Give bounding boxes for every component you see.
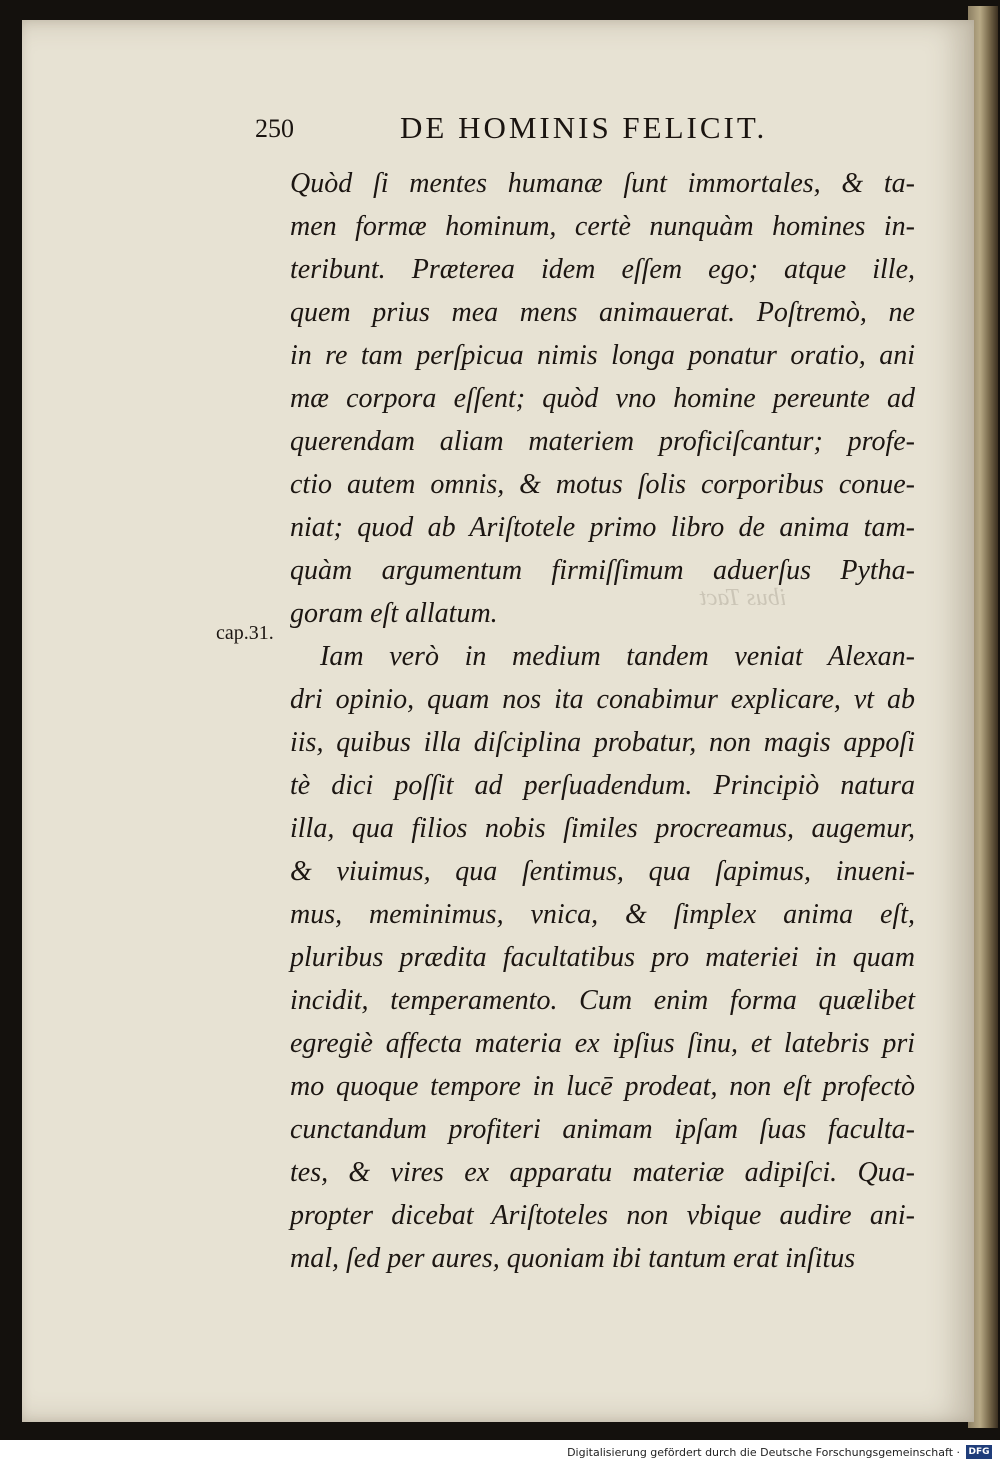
footer-bar <box>0 1440 1000 1465</box>
dfg-logo: DFG <box>966 1445 992 1459</box>
text-line: quem prius mea mens animauerat. Poſtremò, ne <box>290 297 915 328</box>
text-line: propter dicebat Ariſtoteles non vbique audire ani- <box>290 1200 915 1231</box>
margin-note: cap.31. <box>216 622 274 644</box>
text-line: tè dici poſſit ad perſuadendum. Principiò natura <box>290 770 915 801</box>
text-line: ctio autem omnis, & motus ſolis corporibus conue- <box>290 469 915 500</box>
text-line: Quòd ſi mentes humanæ ſunt immortales, & ta- <box>290 168 915 199</box>
text-line: in re tam perſpicua nimis longa ponatur oratio, ani <box>290 340 915 371</box>
text-line: men formæ hominum, certè nunquàm homines in- <box>290 211 915 242</box>
text-line: teribunt. Præterea idem eſſem ego; atque ille, <box>290 254 915 285</box>
page-number: 250 <box>255 114 294 143</box>
text-line: mæ corpora eſſent; quòd vno homine pereunte ad <box>290 383 915 414</box>
text-line: & viuimus, qua ſentimus, qua ſapimus, inueni- <box>290 856 915 887</box>
body-text <box>290 162 915 1280</box>
text-line: illa, qua filios nobis ſimiles procreamus, augemur, <box>290 813 915 844</box>
text-line: mal, ſed per aures, quoniam ibi tantum erat inſitus <box>290 1243 856 1274</box>
text-line: querendam aliam materiem proficiſcantur; profe- <box>290 426 915 457</box>
page-header <box>255 110 815 150</box>
text-line: mo quoque tempore in lucē prodeat, non eſt profectò <box>290 1071 915 1102</box>
text-line: goram eſt allatum. <box>290 598 498 629</box>
text-line: tes, & vires ex apparatu materiæ adipiſci. Qua- <box>290 1157 915 1188</box>
text-line: egregiè affecta materia ex ipſius ſinu, et latebris pri <box>290 1028 915 1059</box>
text-line: cunctandum profiteri animam ipſam ſuas faculta- <box>290 1114 915 1145</box>
text-line: pluribus prædita facultatibus pro materiei in quam <box>290 942 915 973</box>
running-title: DE HOMINIS FELICIT. <box>400 110 768 145</box>
bleed-through-text: ibus Tact <box>700 585 787 611</box>
text-line: dri opinio, quam nos ita conabimur explicare, vt ab <box>290 684 915 715</box>
text-line: mus, meminimus, vnica, & ſimplex anima eſt, <box>290 899 915 930</box>
text-line: iis, quibus illa diſciplina probatur, non magis appoſi <box>290 727 915 758</box>
text-line: Iam verò in medium tandem veniat Alexan- <box>320 641 915 672</box>
text-line: niat; quod ab Ariſtotele primo libro de anima tam- <box>290 512 915 543</box>
text-line: incidit, temperamento. Cum enim forma quælibet <box>290 985 915 1016</box>
text-line: quàm argumentum firmiſſimum aduerſus Pytha- <box>290 555 915 586</box>
digitization-credit: Digitalisierung gefördert durch die Deutsche Forschungsgemeinschaft · <box>567 1446 960 1459</box>
